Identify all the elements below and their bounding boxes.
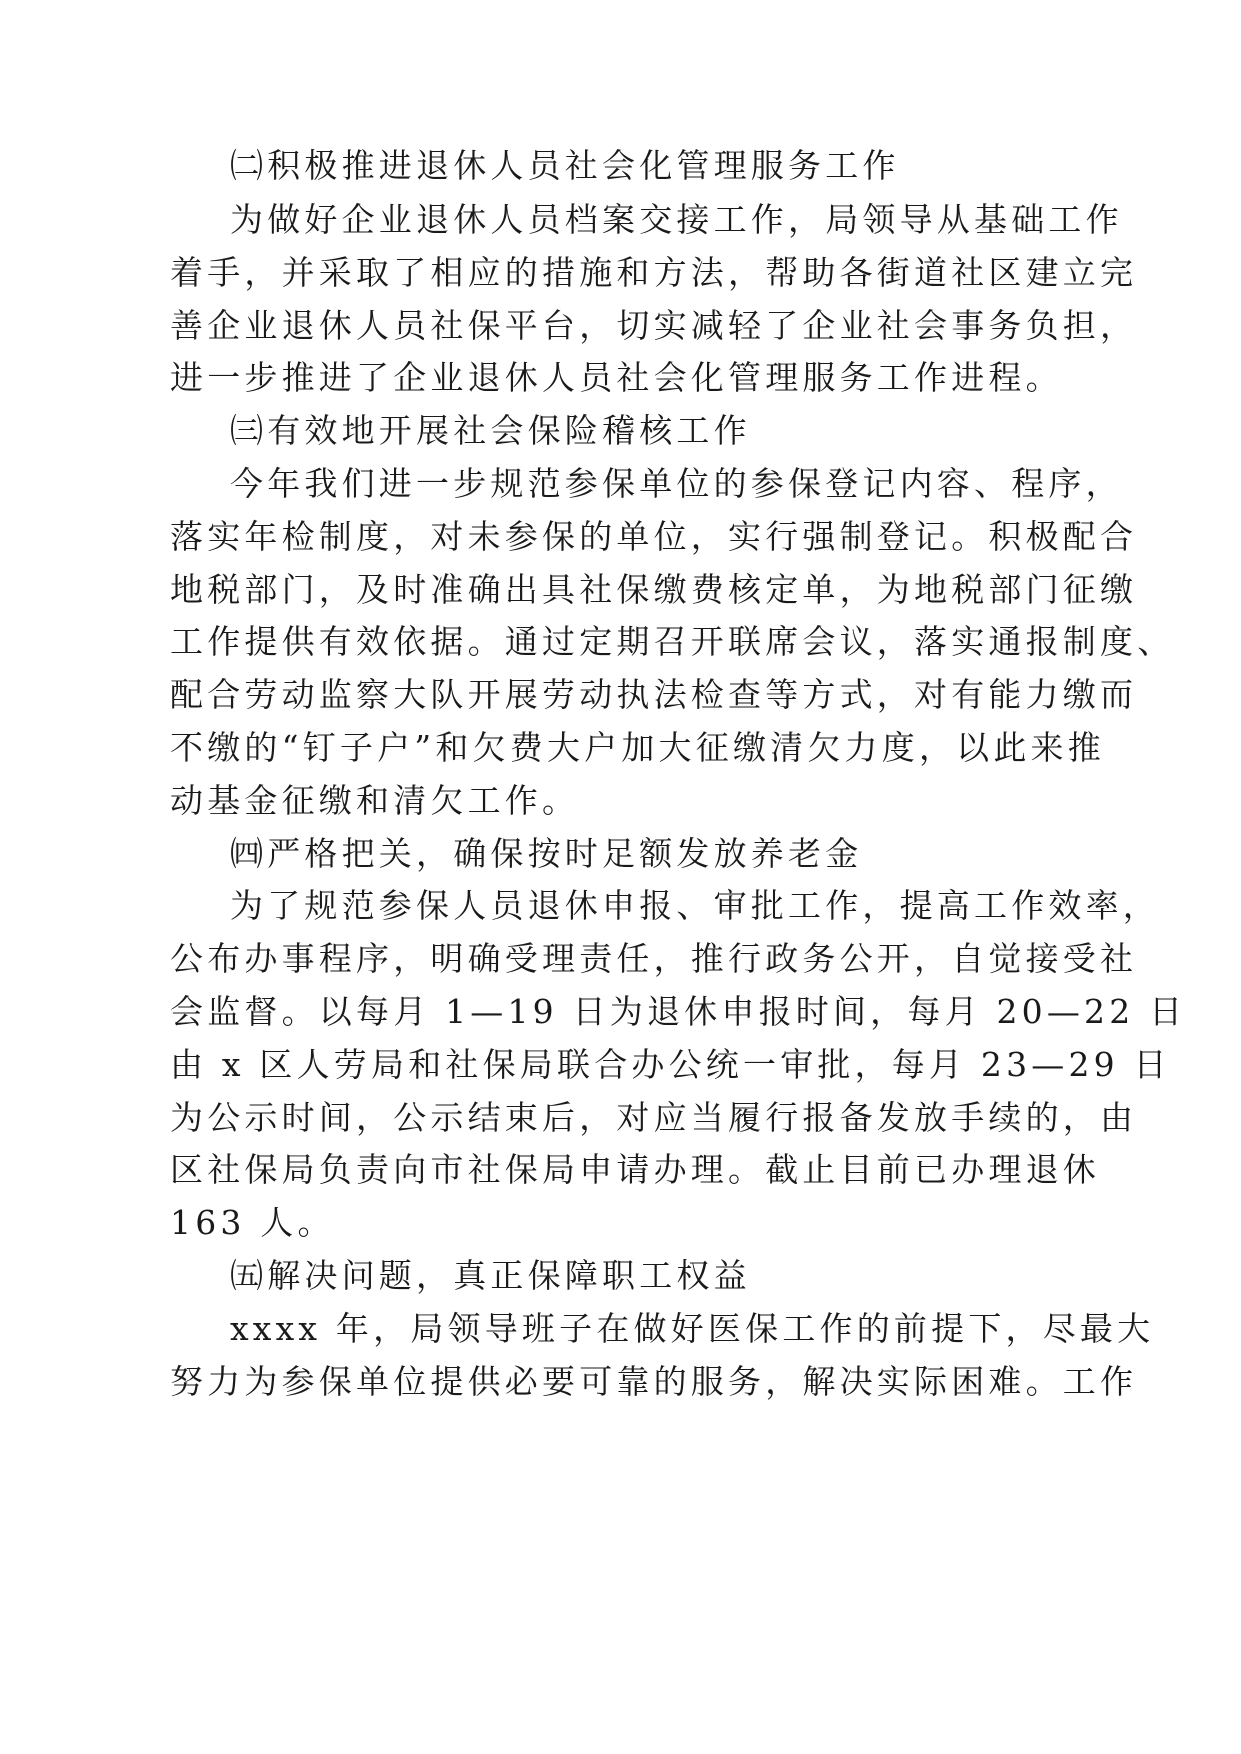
section-heading-3: ㈢有效地开展社会保险稽核工作	[230, 411, 751, 450]
section-heading-5: ㈤解决问题，真正保障职工权益	[230, 1256, 751, 1295]
section-heading-4: ㈣严格把关，确保按时足额发放养老金	[230, 834, 863, 873]
paragraph-line: 善企业退休人员社保平台，切实减轻了企业社会事务负担，	[170, 306, 1138, 345]
paragraph-line: 为做好企业退休人员档案交接工作，局领导从基础工作	[230, 200, 1123, 239]
paragraph-line: 今年我们进一步规范参保单位的参保登记内容、程序，	[230, 464, 1123, 503]
paragraph-line: 工作提供有效依据。通过定期召开联席会议，落实通报制度、	[170, 622, 1175, 661]
paragraph-line: 会监督。以每月 1—19 日为退休申报时间，每月 20—22 日	[170, 992, 1187, 1031]
paragraph-line: 落实年检制度，对未参保的单位，实行强制登记。积极配合	[170, 517, 1138, 556]
paragraph-line: 不缴的“钉子户”和欠费大户加大征缴清欠力度，以此来推	[170, 728, 1105, 767]
paragraph-line: 为了规范参保人员退休申报、审批工作，提高工作效率，	[230, 886, 1160, 925]
paragraph-line: 动基金征缴和清欠工作。	[170, 781, 580, 820]
paragraph-line: 配合劳动监察大队开展劳动执法检查等方式，对有能力缴而	[170, 675, 1138, 714]
paragraph-line: 区社保局负责向市社保局申请办理。截止目前已办理退休	[170, 1150, 1100, 1189]
paragraph-line: 进一步推进了企业退休人员社会化管理服务工作进程。	[170, 358, 1063, 397]
paragraph-line: 公布办事程序，明确受理责任，推行政务公开，自觉接受社	[170, 939, 1138, 978]
section-heading-2: ㈡积极推进退休人员社会化管理服务工作	[230, 146, 900, 185]
paragraph-line: 163 人。	[170, 1203, 335, 1242]
paragraph-line: 地税部门，及时准确出具社保缴费核定单，为地税部门征缴	[170, 570, 1138, 609]
paragraph-line: xxxx 年，局领导班子在做好医保工作的前提下，尽最大	[230, 1309, 1155, 1348]
paragraph-line: 努力为参保单位提供必要可靠的服务，解决实际困难。工作	[170, 1362, 1138, 1401]
paragraph-line: 着手，并采取了相应的措施和方法，帮助各街道社区建立完	[170, 253, 1138, 292]
paragraph-line: 由 x 区人劳局和社保局联合办公统一审批，每月 23—29 日	[170, 1045, 1171, 1084]
paragraph-line: 为公示时间，公示结束后，对应当履行报备发放手续的，由	[170, 1098, 1138, 1137]
